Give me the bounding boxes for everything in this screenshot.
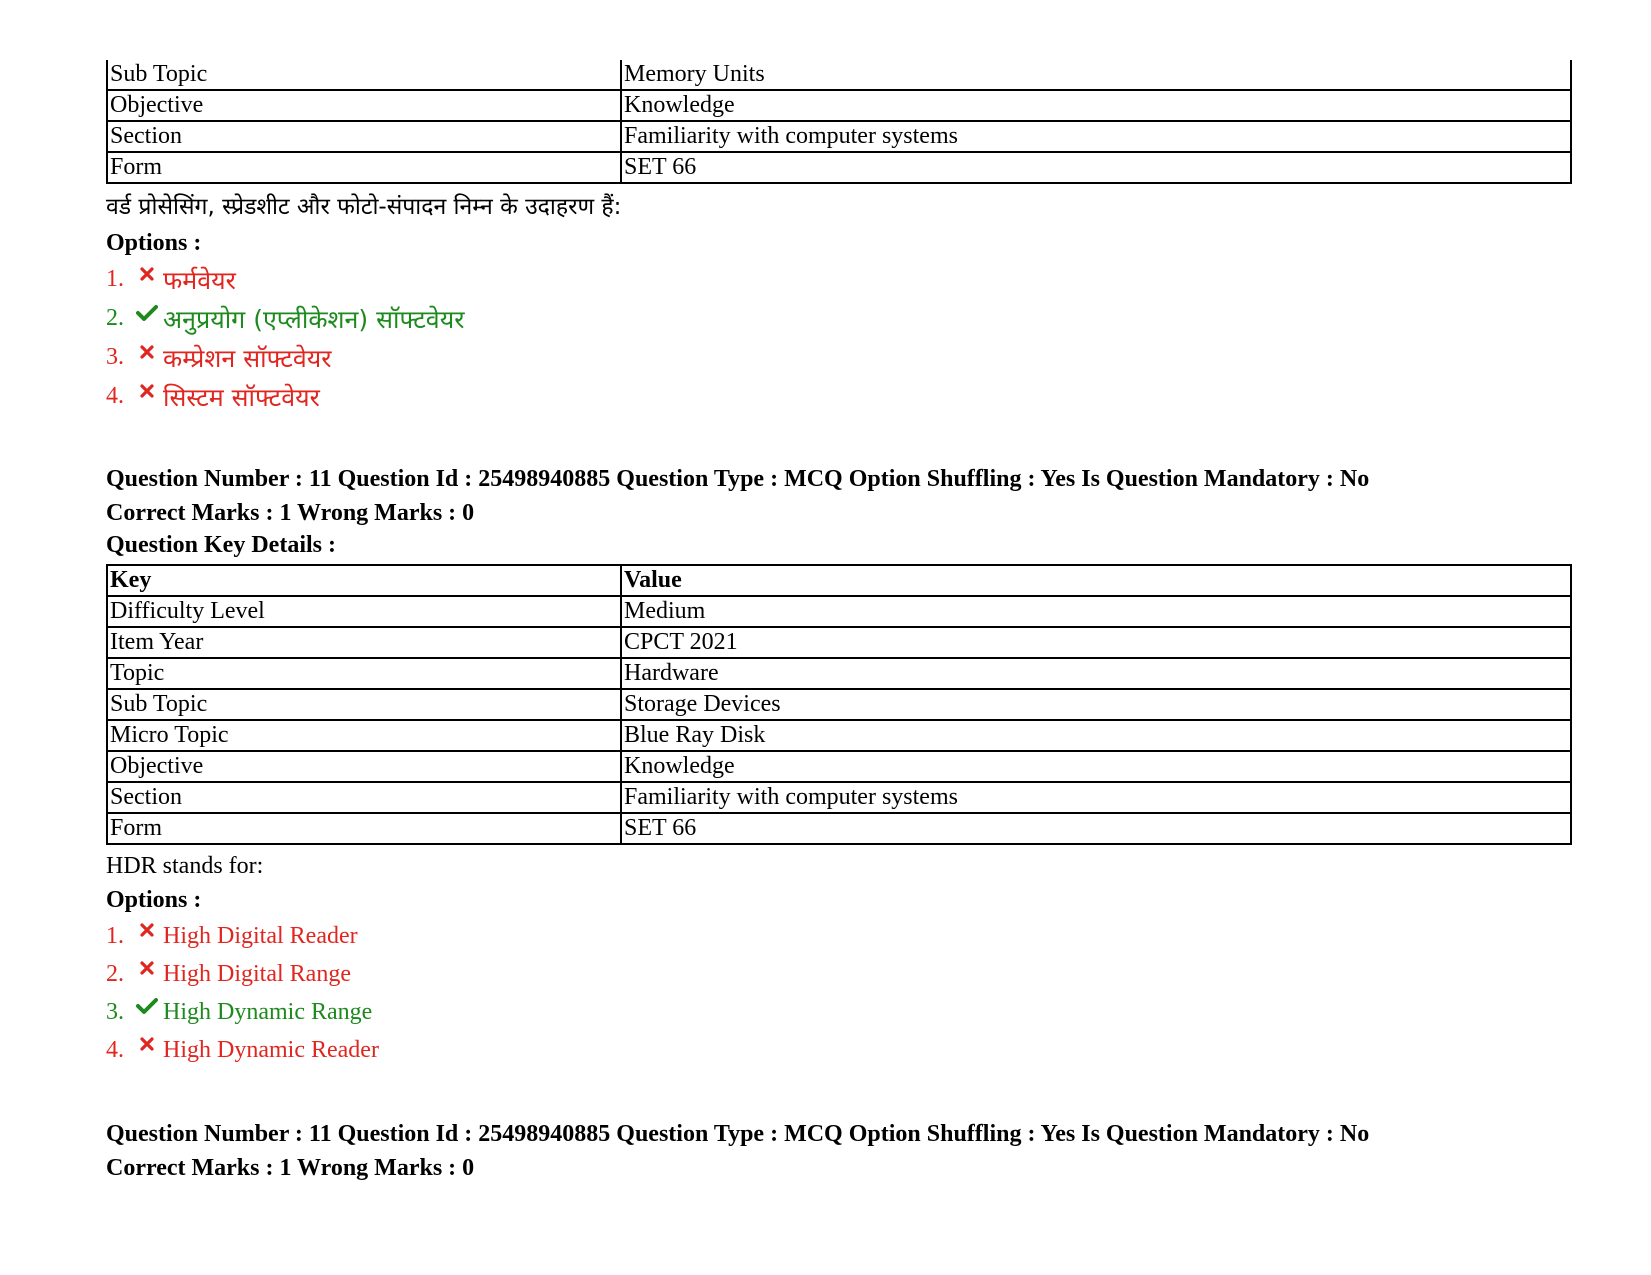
table-value-cell: Hardware <box>621 658 1571 689</box>
table-value-cell: Familiarity with computer systems <box>621 121 1571 152</box>
table-key-cell: Sub Topic <box>107 689 621 720</box>
question-meta: Question Number : 11 Question Id : 25498940885 Question Type : MCQ Option Shuffling : Yes Is Question Mandatory : No <box>106 466 1370 492</box>
table-key-cell: Objective <box>107 751 621 782</box>
option-label: High Dynamic Range <box>163 998 373 1025</box>
table-row <box>107 720 1571 751</box>
option-number: 4. <box>106 383 124 409</box>
table-row <box>107 813 1571 844</box>
option-label: सिस्टम सॉफ्टवेयर <box>163 382 320 412</box>
table-key-cell: Micro Topic <box>107 720 621 751</box>
table-header-row <box>107 565 1571 596</box>
marks-meta: Correct Marks : 1 Wrong Marks : 0 <box>106 500 475 526</box>
key-details-table <box>106 564 1572 845</box>
option-item <box>106 955 1576 993</box>
options-list <box>106 917 1576 1069</box>
cross-icon <box>133 1036 161 1052</box>
table-value-cell: Knowledge <box>621 751 1571 782</box>
table-key-cell: Section <box>107 782 621 813</box>
table-key-cell: Form <box>107 152 621 183</box>
key-details-table-top <box>106 60 1572 184</box>
cross-icon <box>133 266 161 282</box>
table-row <box>107 782 1571 813</box>
table-value-cell: Storage Devices <box>621 689 1571 720</box>
table-header-value: Value <box>621 565 1571 596</box>
options-list <box>106 260 1576 416</box>
option-label: High Digital Reader <box>163 922 358 949</box>
key-details-heading: Question Key Details : <box>106 532 336 558</box>
table-key-cell: Topic <box>107 658 621 689</box>
table-key-cell: Sub Topic <box>107 60 621 90</box>
table-key-cell: Item Year <box>107 627 621 658</box>
option-item <box>106 917 1576 955</box>
option-item <box>106 260 1576 299</box>
question-text: HDR stands for: <box>106 853 264 879</box>
table-header-key: Key <box>107 565 621 596</box>
table-row <box>107 60 1571 90</box>
cross-icon <box>133 922 161 938</box>
document-page <box>106 60 1576 1185</box>
options-heading: Options : <box>106 230 202 256</box>
option-label: फर्मवेयर <box>163 265 236 295</box>
option-number: 2. <box>106 960 124 987</box>
table-value-cell: Blue Ray Disk <box>621 720 1571 751</box>
table-row <box>107 596 1571 627</box>
table-value-cell: SET 66 <box>621 813 1571 844</box>
table-row <box>107 152 1571 183</box>
option-number: 3. <box>106 998 124 1025</box>
table-row <box>107 751 1571 782</box>
cross-icon <box>133 383 161 399</box>
table-row <box>107 689 1571 720</box>
table-row <box>107 121 1571 152</box>
table-value-cell: SET 66 <box>621 152 1571 183</box>
cross-icon <box>133 960 161 976</box>
table-value-cell: Knowledge <box>621 90 1571 121</box>
table-key-cell: Section <box>107 121 621 152</box>
option-label: High Dynamic Reader <box>163 1036 379 1063</box>
table-value-cell: Familiarity with computer systems <box>621 782 1571 813</box>
table-key-cell: Form <box>107 813 621 844</box>
option-item <box>106 993 1576 1031</box>
option-number: 2. <box>106 305 124 331</box>
cross-icon <box>133 344 161 360</box>
table-row <box>107 658 1571 689</box>
option-item <box>106 1031 1576 1069</box>
option-item <box>106 299 1576 338</box>
table-value-cell: Medium <box>621 596 1571 627</box>
option-label: High Digital Range <box>163 960 351 987</box>
option-label: कम्प्रेशन सॉफ्टवेयर <box>163 343 332 373</box>
question-meta: Question Number : 11 Question Id : 25498940885 Question Type : MCQ Option Shuffling : Yes Is Question Mandatory : No <box>106 1121 1370 1147</box>
table-key-cell: Objective <box>107 90 621 121</box>
marks-meta: Correct Marks : 1 Wrong Marks : 0 <box>106 1155 475 1181</box>
option-number: 3. <box>106 344 124 370</box>
option-number: 1. <box>106 266 124 292</box>
table-key-cell: Difficulty Level <box>107 596 621 627</box>
table-row <box>107 627 1571 658</box>
question-text: वर्ड प्रोसेसिंग, स्प्रेडशीट और फोटो-संपादन निम्न के उदाहरण हैं: <box>106 194 622 220</box>
table-row <box>107 90 1571 121</box>
table-value-cell: CPCT 2021 <box>621 627 1571 658</box>
check-icon <box>133 997 161 1015</box>
option-label: अनुप्रयोग (एप्लीकेशन) सॉफ्टवेयर <box>163 304 465 334</box>
check-icon <box>133 304 161 322</box>
option-number: 1. <box>106 922 124 949</box>
table-value-cell: Memory Units <box>621 60 1571 90</box>
options-heading: Options : <box>106 887 202 913</box>
option-item <box>106 377 1576 416</box>
option-number: 4. <box>106 1036 124 1063</box>
option-item <box>106 338 1576 377</box>
